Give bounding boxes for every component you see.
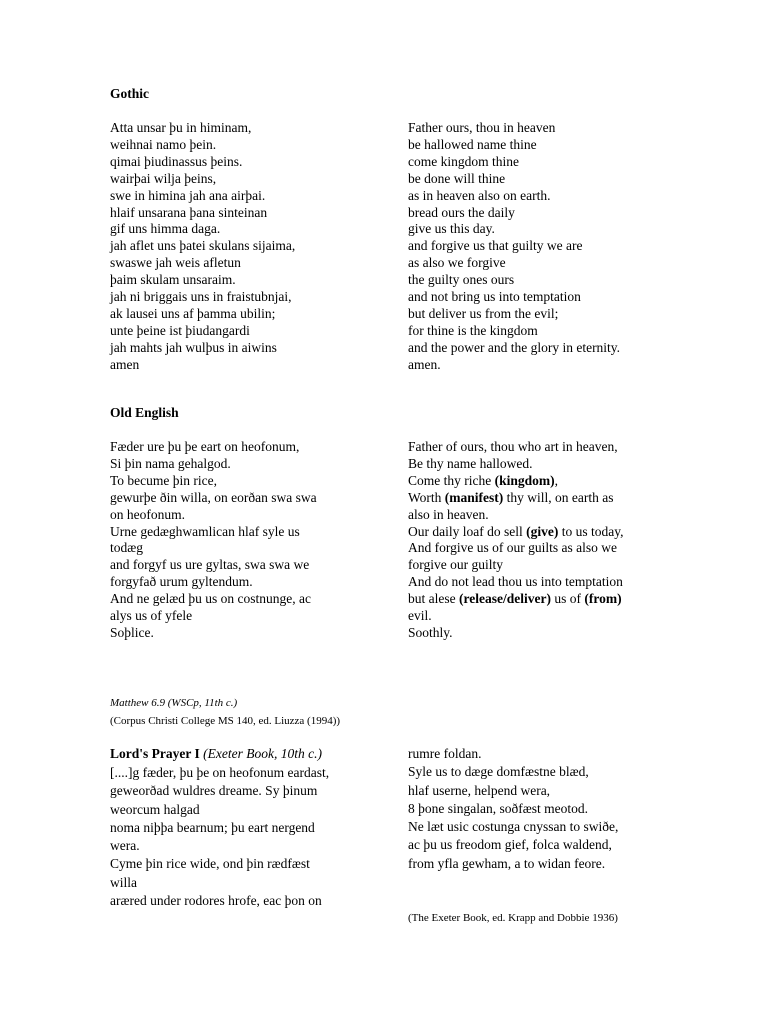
text-line: jah mahts jah wulþus in aiwins [110,339,277,355]
text-line: Syle us to dæge domfæstne blæd, [408,764,589,780]
text-line: swaswe jah weis afletun [110,255,241,271]
text-segment: but alese [408,591,459,607]
text-line: Father of ours, thou who art in heaven, [408,439,618,454]
text-line: the guilty ones ours [408,272,515,288]
text-line: ak lausei uns af þamma ubilin; [110,305,276,321]
text-line: weorcum halgad [110,801,200,817]
text-line: come kingdom thine [408,153,519,169]
text-line: amen [110,356,140,372]
text-line: Atta unsar þu in himinam, [110,120,252,135]
text-line: willa [110,874,137,890]
text-line: Soothly. [408,624,453,640]
text-line: Be thy name hallowed. [408,455,533,471]
text-line: And do not lead thou us into temptation [408,574,623,590]
text-segment: Our daily loaf do sell [408,523,527,539]
text-line: and forgive us that guilty we are [408,238,583,254]
text-line: on heofonum. [110,506,185,522]
gothic-heading: Gothic [110,86,149,101]
text-segment: to us today, [558,523,624,539]
text-line: hlaif unsarana þana sinteinan [110,204,268,220]
text-line [408,524,623,541]
old-english-text [110,439,317,642]
text-line: weihnai namo þein. [110,136,217,152]
text-line: as in heaven also on earth. [408,187,551,203]
text-line: ac þu us freodom gief, folca waldend, [408,837,612,853]
old-english-heading: Old English [110,405,179,420]
text-line: give us this day. [408,221,495,237]
text-line: gewurþe ðin willa, on eorðan swa swa [110,489,317,505]
heading-title: Lord's Prayer I [110,746,200,761]
text-line: Cyme þin rice wide, ond þin rædfæst [110,856,310,872]
lords-prayer-heading [110,745,322,763]
text-line: Urne gedæghwamlican hlaf syle us [110,523,300,539]
text-line: as also we forgive [408,255,506,271]
text-line: swe in himina jah ana airþai. [110,187,266,203]
text-line: þaim skulam unsaraim. [110,272,236,288]
text-line [408,473,623,490]
text-line: To becume þin rice, [110,472,218,488]
gothic-translation [408,120,620,374]
gothic-text [110,120,295,374]
text-line: jah aflet uns þatei skulans sijaima, [110,238,296,254]
gloss: (manifest) [444,489,504,505]
text-line: be hallowed name thine [408,136,537,152]
text-line: noma niþþa bearnum; þu eart nergend [110,819,315,835]
text-segment: Come thy riche [408,472,495,488]
text-line: amen. [408,356,441,372]
text-line: [....]g fæder, þu þe on heofonum eardast, [110,765,330,780]
text-line: hlaf userne, helpend wera, [408,782,551,798]
lords-prayer-text [110,764,329,910]
exeter-citation: (The Exeter Book, ed. Krapp and Dobbie 1936) [408,912,618,924]
gloss: (kingdom) [494,472,555,488]
text-line: and forgyf us ure gyltas, swa swa we [110,557,310,573]
text-line: and the power and the glory in eternity. [408,339,621,355]
text-line: evil. [408,608,432,624]
old-english-translation [408,439,623,642]
text-line: 8 þone singalan, soðfæst meotod. [408,800,588,816]
text-line: geweorðad wuldres dreame. Sy þinum [110,783,318,799]
text-line: for thine is the kingdom [408,322,538,338]
text-segment: , [554,472,558,488]
text-line: forgive our guilty [408,557,503,573]
text-line: Si þin nama gehalgod. [110,455,231,471]
text-line: also in heaven. [408,506,489,522]
text-line: alys us of yfele [110,608,193,624]
text-line: and not bring us into temptation [408,289,581,305]
text-line: bread ours the daily [408,204,515,220]
text-line: wera. [110,838,140,854]
text-segment: thy will, on earth as [503,489,614,505]
text-line: And ne gelæd þu us on costnunge, ac [110,591,311,607]
text-line: unte þeine ist þiudangardi [110,322,250,338]
gloss: (give) [526,523,559,539]
text-line: And forgive us of our guilts as also we [408,540,617,556]
text-line: todæg [110,540,144,556]
text-line: qimai þiudinassus þeins. [110,153,243,169]
text-line: Soþlice. [110,624,154,640]
text-segment: us of [550,591,585,607]
text-line: jah ni briggais uns in fraistubnjai, [110,289,292,305]
text-line: aræred under rodores hrofe, eac þon on [110,893,322,909]
heading-note: (Exeter Book, 10th c.) [203,746,322,761]
text-line: wairþai wilja þeins, [110,170,217,186]
text-line: but deliver us from the evil; [408,305,559,321]
gloss: (from) [584,591,622,607]
text-line [408,591,623,608]
text-line: Ne læt usic costunga cnyssan to swiðe, [408,819,619,835]
source-edition: (Corpus Christi College MS 140, ed. Liuzza (1994)) [110,715,341,727]
text-line: be done will thine [408,170,506,186]
text-line: gif uns himma daga. [110,221,221,237]
gloss: (release/deliver) [458,591,551,607]
text-line: Father ours, thou in heaven [408,120,556,135]
text-line: rumre foldan. [408,746,482,761]
lords-prayer-text-continued [408,745,618,873]
text-segment: Worth [408,489,445,505]
source-reference: Matthew 6.9 (WSCp, 11th c.) [110,697,238,709]
text-line [408,490,623,507]
text-line: Fæder ure þu þe eart on heofonum, [110,439,300,454]
text-line: forgyfað urum gyltendum. [110,574,253,590]
text-line: from yfla gewham, a to widan feore. [408,855,606,871]
